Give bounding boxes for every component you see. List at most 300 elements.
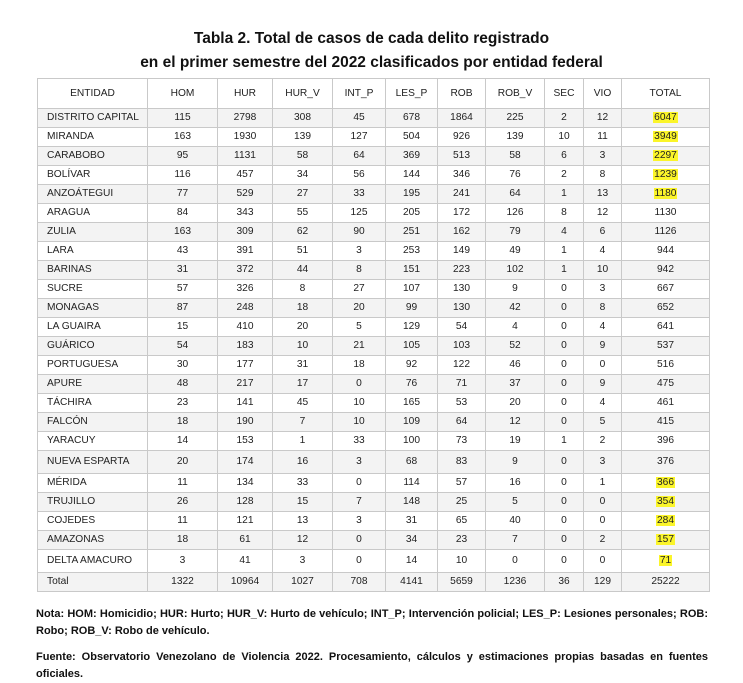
value-cell-int-p: 125 — [333, 204, 386, 223]
value-cell-hur-v: 1027 — [273, 573, 333, 592]
total-cell — [622, 166, 710, 185]
entity-name-cell: DISTRITO CAPITAL — [38, 109, 148, 128]
value-cell-rob-v: 64 — [486, 185, 545, 204]
value-cell-rob: 73 — [438, 432, 486, 451]
value-cell-hur-v: 3 — [273, 550, 333, 573]
value-cell-hur-v: 62 — [273, 223, 333, 242]
value-cell-hur-v: 1 — [273, 432, 333, 451]
table-row — [38, 261, 710, 280]
value-cell-sec: 2 — [545, 166, 584, 185]
value-cell-hom: 11 — [148, 474, 218, 493]
value-cell-les-p: 678 — [386, 109, 438, 128]
table-row — [38, 550, 710, 573]
value-cell-vio: 129 — [584, 573, 622, 592]
entity-name-cell: YARACUY — [38, 432, 148, 451]
value-cell-vio: 4 — [584, 318, 622, 337]
column-header-hur: HUR — [218, 79, 273, 109]
value-cell-hur-v: 51 — [273, 242, 333, 261]
table-row — [38, 493, 710, 512]
value-cell-rob: 162 — [438, 223, 486, 242]
value-cell-rob-v: 126 — [486, 204, 545, 223]
value-cell-int-p: 3 — [333, 242, 386, 261]
value-cell-rob: 23 — [438, 531, 486, 550]
value-cell-hom: 163 — [148, 128, 218, 147]
total-cell — [622, 550, 710, 573]
value-cell-hom: 11 — [148, 512, 218, 531]
column-header-hom: HOM — [148, 79, 218, 109]
value-cell-rob: 130 — [438, 299, 486, 318]
value-cell-hom: 18 — [148, 413, 218, 432]
value-cell-les-p: 144 — [386, 166, 438, 185]
value-cell-hur: 41 — [218, 550, 273, 573]
highlighted-total: 2297 — [654, 150, 677, 161]
value-cell-vio: 8 — [584, 166, 622, 185]
value-cell-hom: 95 — [148, 147, 218, 166]
value-cell-vio: 10 — [584, 261, 622, 280]
highlighted-total: 157 — [657, 534, 674, 545]
value-cell-int-p: 3 — [333, 451, 386, 474]
value-cell-int-p: 64 — [333, 147, 386, 166]
value-cell-vio: 1 — [584, 474, 622, 493]
value-cell-hur: 128 — [218, 493, 273, 512]
table-row — [38, 109, 710, 128]
value-cell-hur-v: 10 — [273, 337, 333, 356]
table-row — [38, 432, 710, 451]
table-row — [38, 474, 710, 493]
total-cell — [622, 493, 710, 512]
value-cell-int-p: 0 — [333, 550, 386, 573]
value-cell-hur: 2798 — [218, 109, 273, 128]
column-header-rob-v: ROB_V — [486, 79, 545, 109]
table-row — [38, 375, 710, 394]
table-title-line-2: en el primer semestre del 2022 clasificados por entidad federal — [140, 54, 603, 71]
value-cell-hom: 23 — [148, 394, 218, 413]
value-cell-rob-v: 52 — [486, 337, 545, 356]
entity-name-cell: AMAZONAS — [38, 531, 148, 550]
entity-name-cell: PORTUGUESA — [38, 356, 148, 375]
entity-name-cell: MÉRIDA — [38, 474, 148, 493]
value-cell-sec: 0 — [545, 280, 584, 299]
table-row — [38, 394, 710, 413]
value-cell-hur-v: 7 — [273, 413, 333, 432]
value-cell-hur: 183 — [218, 337, 273, 356]
value-cell-hur: 217 — [218, 375, 273, 394]
entity-name-cell: TRUJILLO — [38, 493, 148, 512]
table-row — [38, 531, 710, 550]
total-cell — [622, 147, 710, 166]
value-cell-sec: 0 — [545, 531, 584, 550]
value-cell-les-p: 205 — [386, 204, 438, 223]
value-cell-les-p: 105 — [386, 337, 438, 356]
value-cell-les-p: 148 — [386, 493, 438, 512]
value-cell-hur-v: 55 — [273, 204, 333, 223]
value-cell-sec: 4 — [545, 223, 584, 242]
value-cell-les-p: 92 — [386, 356, 438, 375]
value-cell-rob-v: 225 — [486, 109, 545, 128]
column-header-int-p: INT_P — [333, 79, 386, 109]
table-row — [38, 223, 710, 242]
value-cell-hur: 174 — [218, 451, 273, 474]
value-cell-rob-v: 46 — [486, 356, 545, 375]
value-cell-hom: 1322 — [148, 573, 218, 592]
value-cell-vio: 2 — [584, 432, 622, 451]
value-cell-hur-v: 20 — [273, 318, 333, 337]
value-cell-hur: 121 — [218, 512, 273, 531]
highlighted-total: 3949 — [654, 131, 677, 142]
value-cell-rob-v: 12 — [486, 413, 545, 432]
value-cell-int-p: 127 — [333, 128, 386, 147]
value-cell-rob: 57 — [438, 474, 486, 493]
table-row — [38, 280, 710, 299]
highlighted-total: 354 — [657, 496, 674, 507]
table-body — [38, 109, 710, 592]
value-cell-les-p: 253 — [386, 242, 438, 261]
entity-name-cell: NUEVA ESPARTA — [38, 451, 148, 474]
value-cell-hur-v: 44 — [273, 261, 333, 280]
table-row — [38, 185, 710, 204]
value-cell-hur: 10964 — [218, 573, 273, 592]
entity-name-cell: ARAGUA — [38, 204, 148, 223]
entity-name-cell: FALCÓN — [38, 413, 148, 432]
value-cell-sec: 0 — [545, 550, 584, 573]
column-header-sec: SEC — [545, 79, 584, 109]
value-cell-hur-v: 17 — [273, 375, 333, 394]
value-cell-hur: 153 — [218, 432, 273, 451]
value-cell-sec: 0 — [545, 299, 584, 318]
value-cell-rob: 513 — [438, 147, 486, 166]
value-cell-hom: 77 — [148, 185, 218, 204]
value-cell-les-p: 4141 — [386, 573, 438, 592]
value-cell-les-p: 165 — [386, 394, 438, 413]
entity-name-cell: APURE — [38, 375, 148, 394]
value-cell-les-p: 251 — [386, 223, 438, 242]
value-cell-sec: 0 — [545, 356, 584, 375]
value-cell-hom: 48 — [148, 375, 218, 394]
entity-name-cell: BARINAS — [38, 261, 148, 280]
value-cell-rob: 65 — [438, 512, 486, 531]
value-cell-sec: 1 — [545, 432, 584, 451]
value-cell-vio: 2 — [584, 531, 622, 550]
total-cell: 396 — [622, 432, 710, 451]
value-cell-rob: 149 — [438, 242, 486, 261]
column-header-total: TOTAL — [622, 79, 710, 109]
value-cell-rob-v: 0 — [486, 550, 545, 573]
total-cell — [622, 128, 710, 147]
value-cell-int-p: 5 — [333, 318, 386, 337]
value-cell-vio: 9 — [584, 337, 622, 356]
entity-name-cell: DELTA AMACURO — [38, 550, 148, 573]
value-cell-sec: 8 — [545, 204, 584, 223]
value-cell-rob: 241 — [438, 185, 486, 204]
value-cell-hur: 457 — [218, 166, 273, 185]
value-cell-vio: 6 — [584, 223, 622, 242]
value-cell-rob-v: 20 — [486, 394, 545, 413]
value-cell-hom: 115 — [148, 109, 218, 128]
column-header-entidad: ENTIDAD — [38, 79, 148, 109]
value-cell-hur: 309 — [218, 223, 273, 242]
value-cell-les-p: 504 — [386, 128, 438, 147]
value-cell-les-p: 99 — [386, 299, 438, 318]
value-cell-int-p: 20 — [333, 299, 386, 318]
value-cell-hom: 54 — [148, 337, 218, 356]
highlighted-total: 284 — [657, 515, 674, 526]
table-container — [37, 78, 709, 592]
value-cell-rob: 346 — [438, 166, 486, 185]
total-cell: 652 — [622, 299, 710, 318]
value-cell-vio: 4 — [584, 242, 622, 261]
entity-name-cell: SUCRE — [38, 280, 148, 299]
table-row — [38, 451, 710, 474]
value-cell-hur: 190 — [218, 413, 273, 432]
table-row — [38, 166, 710, 185]
value-cell-vio: 5 — [584, 413, 622, 432]
value-cell-int-p: 0 — [333, 531, 386, 550]
entity-name-cell: ANZOÁTEGUI — [38, 185, 148, 204]
table-row — [38, 318, 710, 337]
value-cell-int-p: 8 — [333, 261, 386, 280]
value-cell-int-p: 3 — [333, 512, 386, 531]
total-cell: 475 — [622, 375, 710, 394]
value-cell-rob-v: 9 — [486, 280, 545, 299]
value-cell-hur: 326 — [218, 280, 273, 299]
value-cell-vio: 12 — [584, 109, 622, 128]
value-cell-rob-v: 49 — [486, 242, 545, 261]
value-cell-hom: 26 — [148, 493, 218, 512]
total-cell: 461 — [622, 394, 710, 413]
value-cell-hom: 18 — [148, 531, 218, 550]
value-cell-hur-v: 58 — [273, 147, 333, 166]
total-cell: 25222 — [622, 573, 710, 592]
column-header-vio: VIO — [584, 79, 622, 109]
value-cell-sec: 0 — [545, 318, 584, 337]
value-cell-rob: 5659 — [438, 573, 486, 592]
value-cell-hur: 391 — [218, 242, 273, 261]
value-cell-sec: 36 — [545, 573, 584, 592]
crime-cases-table — [37, 78, 710, 592]
value-cell-int-p: 21 — [333, 337, 386, 356]
value-cell-int-p: 7 — [333, 493, 386, 512]
table-row — [38, 337, 710, 356]
value-cell-les-p: 76 — [386, 375, 438, 394]
value-cell-hur-v: 18 — [273, 299, 333, 318]
value-cell-rob: 64 — [438, 413, 486, 432]
value-cell-hur-v: 8 — [273, 280, 333, 299]
value-cell-sec: 2 — [545, 109, 584, 128]
value-cell-vio: 0 — [584, 550, 622, 573]
value-cell-vio: 12 — [584, 204, 622, 223]
highlighted-total: 6047 — [654, 112, 677, 123]
entity-name-cell: COJEDES — [38, 512, 148, 531]
value-cell-vio: 0 — [584, 356, 622, 375]
value-cell-rob: 53 — [438, 394, 486, 413]
total-cell — [622, 531, 710, 550]
value-cell-hur-v: 308 — [273, 109, 333, 128]
value-cell-rob-v: 16 — [486, 474, 545, 493]
value-cell-int-p: 708 — [333, 573, 386, 592]
value-cell-hur: 372 — [218, 261, 273, 280]
value-cell-int-p: 10 — [333, 394, 386, 413]
value-cell-sec: 0 — [545, 375, 584, 394]
value-cell-hom: 87 — [148, 299, 218, 318]
value-cell-rob: 122 — [438, 356, 486, 375]
highlighted-total: 1180 — [654, 188, 677, 199]
value-cell-hur-v: 33 — [273, 474, 333, 493]
value-cell-les-p: 31 — [386, 512, 438, 531]
entity-name-cell: GUÁRICO — [38, 337, 148, 356]
total-cell: 1130 — [622, 204, 710, 223]
value-cell-int-p: 0 — [333, 375, 386, 394]
value-cell-hur: 410 — [218, 318, 273, 337]
entity-name-cell: Total — [38, 573, 148, 592]
total-cell: 537 — [622, 337, 710, 356]
entity-name-cell: ZULIA — [38, 223, 148, 242]
value-cell-hom: 43 — [148, 242, 218, 261]
value-cell-int-p: 10 — [333, 413, 386, 432]
value-cell-hom: 15 — [148, 318, 218, 337]
value-cell-sec: 0 — [545, 394, 584, 413]
value-cell-vio: 9 — [584, 375, 622, 394]
value-cell-rob-v: 9 — [486, 451, 545, 474]
value-cell-rob-v: 5 — [486, 493, 545, 512]
entity-name-cell: LARA — [38, 242, 148, 261]
table-row — [38, 128, 710, 147]
value-cell-les-p: 151 — [386, 261, 438, 280]
value-cell-rob: 83 — [438, 451, 486, 474]
value-cell-int-p: 45 — [333, 109, 386, 128]
highlighted-total: 366 — [657, 477, 674, 488]
value-cell-vio: 8 — [584, 299, 622, 318]
value-cell-sec: 1 — [545, 242, 584, 261]
value-cell-sec: 0 — [545, 413, 584, 432]
value-cell-hom: 163 — [148, 223, 218, 242]
value-cell-int-p: 56 — [333, 166, 386, 185]
value-cell-int-p: 90 — [333, 223, 386, 242]
value-cell-rob: 926 — [438, 128, 486, 147]
value-cell-rob: 25 — [438, 493, 486, 512]
value-cell-hur-v: 15 — [273, 493, 333, 512]
value-cell-rob: 54 — [438, 318, 486, 337]
value-cell-hur-v: 16 — [273, 451, 333, 474]
value-cell-hur-v: 139 — [273, 128, 333, 147]
value-cell-sec: 0 — [545, 512, 584, 531]
entity-name-cell: TÁCHIRA — [38, 394, 148, 413]
table-header-row — [38, 79, 710, 109]
value-cell-rob: 223 — [438, 261, 486, 280]
entity-name-cell: LA GUAIRA — [38, 318, 148, 337]
value-cell-les-p: 100 — [386, 432, 438, 451]
entity-name-cell: MONAGAS — [38, 299, 148, 318]
total-cell — [622, 474, 710, 493]
value-cell-hom: 116 — [148, 166, 218, 185]
value-cell-int-p: 33 — [333, 432, 386, 451]
value-cell-les-p: 109 — [386, 413, 438, 432]
value-cell-les-p: 114 — [386, 474, 438, 493]
table-row — [38, 242, 710, 261]
column-header-hur-v: HUR_V — [273, 79, 333, 109]
value-cell-hur-v: 13 — [273, 512, 333, 531]
value-cell-les-p: 129 — [386, 318, 438, 337]
total-cell: 516 — [622, 356, 710, 375]
value-cell-rob-v: 1236 — [486, 573, 545, 592]
value-cell-hom: 57 — [148, 280, 218, 299]
value-cell-hur: 1930 — [218, 128, 273, 147]
value-cell-sec: 0 — [545, 493, 584, 512]
note-text: Nota: HOM: Homicidio; HUR: Hurto; HUR_V: Hurto de vehículo; INT_P; Intervención policial; LES_P: Lesiones personales; ROB: Robo; ROB_V: Robo de vehículo. — [36, 608, 708, 637]
total-cell: 415 — [622, 413, 710, 432]
value-cell-sec: 1 — [545, 261, 584, 280]
value-cell-hur-v: 31 — [273, 356, 333, 375]
table-title-line-1: Tabla 2. Total de casos de cada delito registrado — [193, 30, 550, 47]
value-cell-sec: 0 — [545, 474, 584, 493]
value-cell-vio: 11 — [584, 128, 622, 147]
value-cell-int-p: 27 — [333, 280, 386, 299]
total-cell: 942 — [622, 261, 710, 280]
value-cell-rob: 10 — [438, 550, 486, 573]
value-cell-rob-v: 4 — [486, 318, 545, 337]
value-cell-hur: 141 — [218, 394, 273, 413]
source-text: Fuente: Observatorio Venezolano de Violencia 2022. Procesamiento, cálculos y estimaciones propias basadas en fuentes oficiales. — [36, 651, 708, 680]
value-cell-rob-v: 139 — [486, 128, 545, 147]
table-row — [38, 356, 710, 375]
value-cell-les-p: 34 — [386, 531, 438, 550]
value-cell-hom: 84 — [148, 204, 218, 223]
total-cell: 944 — [622, 242, 710, 261]
value-cell-rob-v: 19 — [486, 432, 545, 451]
value-cell-rob-v: 58 — [486, 147, 545, 166]
value-cell-hom: 3 — [148, 550, 218, 573]
value-cell-int-p: 0 — [333, 474, 386, 493]
value-cell-rob-v: 76 — [486, 166, 545, 185]
table-row — [38, 204, 710, 223]
total-cell: 376 — [622, 451, 710, 474]
value-cell-vio: 0 — [584, 493, 622, 512]
table-row — [38, 413, 710, 432]
value-cell-rob-v: 102 — [486, 261, 545, 280]
value-cell-vio: 3 — [584, 451, 622, 474]
value-cell-hom: 31 — [148, 261, 218, 280]
value-cell-les-p: 195 — [386, 185, 438, 204]
value-cell-vio: 0 — [584, 512, 622, 531]
value-cell-rob-v: 7 — [486, 531, 545, 550]
value-cell-rob: 1864 — [438, 109, 486, 128]
value-cell-hom: 20 — [148, 451, 218, 474]
total-cell: 641 — [622, 318, 710, 337]
value-cell-sec: 0 — [545, 451, 584, 474]
value-cell-hom: 30 — [148, 356, 218, 375]
value-cell-rob: 103 — [438, 337, 486, 356]
value-cell-sec: 1 — [545, 185, 584, 204]
value-cell-rob: 130 — [438, 280, 486, 299]
value-cell-sec: 0 — [545, 337, 584, 356]
value-cell-les-p: 107 — [386, 280, 438, 299]
value-cell-sec: 6 — [545, 147, 584, 166]
value-cell-hur: 248 — [218, 299, 273, 318]
total-cell: 1126 — [622, 223, 710, 242]
value-cell-hur: 343 — [218, 204, 273, 223]
table-total-row — [38, 573, 710, 592]
table-row — [38, 147, 710, 166]
value-cell-les-p: 14 — [386, 550, 438, 573]
total-cell: 667 — [622, 280, 710, 299]
value-cell-rob-v: 42 — [486, 299, 545, 318]
value-cell-int-p: 33 — [333, 185, 386, 204]
value-cell-vio: 3 — [584, 147, 622, 166]
value-cell-hom: 14 — [148, 432, 218, 451]
value-cell-hur: 1131 — [218, 147, 273, 166]
table-row — [38, 512, 710, 531]
entity-name-cell: CARABOBO — [38, 147, 148, 166]
value-cell-hur-v: 45 — [273, 394, 333, 413]
